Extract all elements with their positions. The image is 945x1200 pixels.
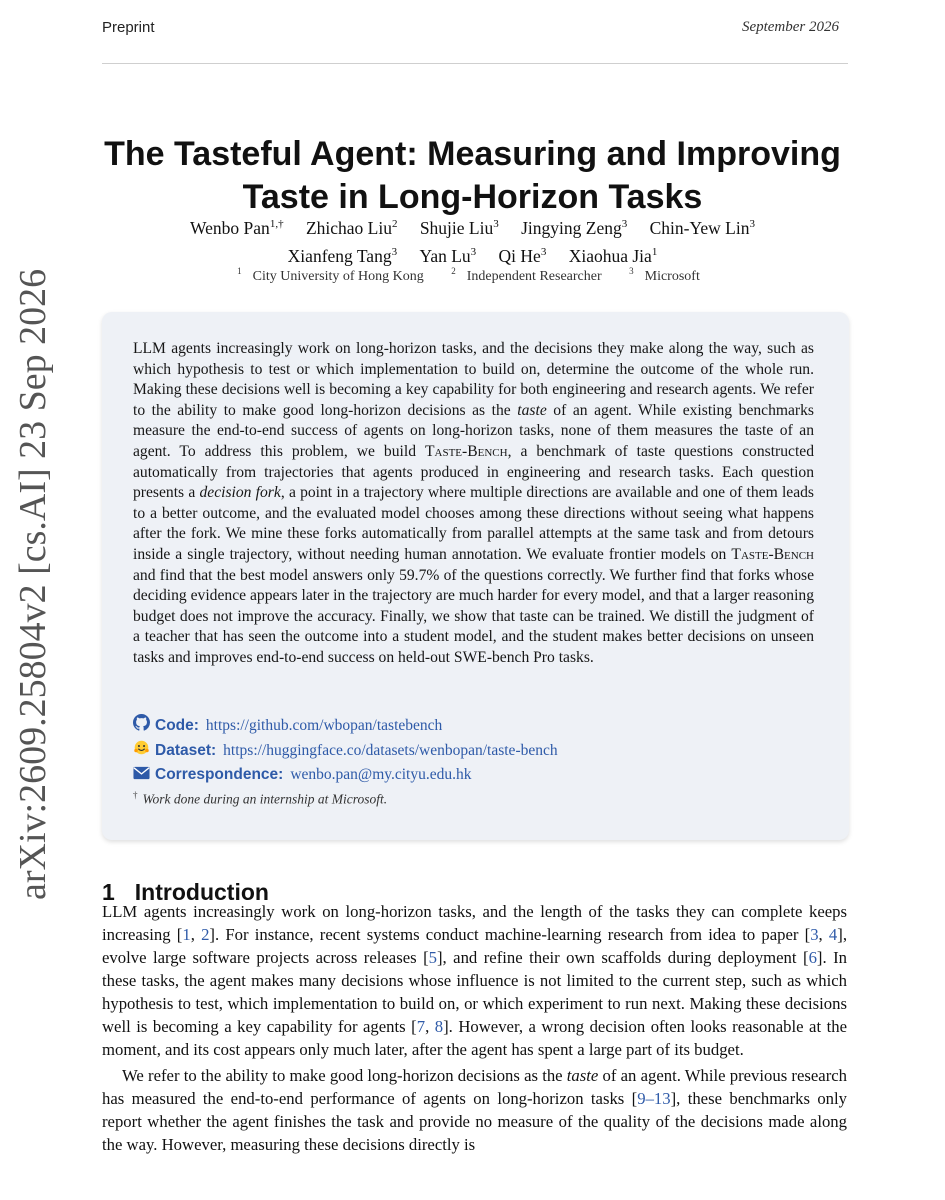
correspondence-link-row: [133, 763, 558, 787]
author: Jingying Zeng$^3$: [521, 217, 628, 238]
author: Xianfeng Tang$^3$: [287, 245, 398, 266]
intro-paragraph-2: We refer to the ability to make good long-horizon decisions as the taste of an agent. While previous research has measured the end-to-end performance of agents on long-horizon tasks [9–13], these benchmarks only report whether the agent finishes the task and provide no measure of the quality of the decisions made along the way. However, measuring these decisions directly is: [102, 1066, 848, 1154]
code-label: Code:: [155, 717, 199, 734]
dataset-url-link[interactable]: https://huggingface.co/datasets/wenbopan/taste-bench: [223, 741, 558, 759]
introduction-text: [102, 900, 847, 1156]
hugging-face-icon: [133, 739, 151, 764]
citation-link[interactable]: 5: [428, 948, 437, 967]
github-icon: [133, 714, 151, 739]
header-rule: [102, 63, 848, 64]
code-url-link[interactable]: https://github.com/wbopan/tastebench: [205, 717, 443, 734]
author: Wenbo Pan$^{1,\dagger}$: [190, 217, 284, 238]
paper-title: [80, 133, 865, 219]
dataset-label: Dataset:: [155, 741, 217, 759]
author: Zhichao Liu$^2$: [305, 217, 398, 238]
author-line-2: [90, 240, 855, 268]
envelope-icon: [133, 764, 151, 788]
affiliation: $^2$ Independent Researcher: [451, 266, 602, 284]
author-line-1: [90, 212, 855, 240]
resource-links: [133, 714, 558, 788]
citation-link[interactable]: 9–13: [637, 1089, 671, 1108]
citation-link[interactable]: 2: [201, 925, 210, 944]
title-line-1: The Tasteful Agent: Measuring and Improving: [104, 134, 841, 173]
abstract-text: LLM agents increasingly work on long-horizon tasks, and the decisions they make along the way, such as which hypothesis to test or which implementation to build on, determine the outcome of the whole run. Making these decisions well is becoming a key capability for both engineering and research agents. We refer to the ability to make good long-horizon decisions as the taste of an agent. While existing benchmarks measure the end-to-end success of agents on long-horizon tasks, none of them measures the taste of an agent. To address this problem, we build Taste-Bench, a benchmark of taste questions constructed automatically from trajectories that agents produced in engineering and research tasks. Each question presents a decision fork, a point in a trajectory where multiple directions are available and one of them leads to a better outcome, and the evaluated model chooses among these directions without seeing what happens after the fork. We mine these forks automatically from parallel attempts at the same task and from detours inside a single trajectory, without needing human annotation. We evaluate frontier models on Taste-Bench and find that the best model answers only 59.7% of the questions correctly. We further find that forks whose deciding evidence appears later in the trajectory are much harder for every model, and that a larger reasoning budget does not improve the accuracy. Finally, we show that taste can be trained. We distill the judgment of a teacher that has seen the outcome into a student model, and the student makes better decisions on unseen tasks and improves end-to-end success on held-out SWE-bench Pro tasks.: [133, 340, 815, 666]
section-title: Introduction: [134, 879, 269, 906]
author-list: [90, 212, 855, 268]
author: Qi He$^3$: [498, 245, 547, 266]
intro-paragraph-1: LLM agents increasingly work on long-horizon tasks, and the length of the tasks they can complete keeps increasing [1, 2]. For instance, recent systems conduct machine-learning research from idea to paper [3, 4], evolve large software projects across releases [5], and refine their own scaffolds during deployment [6]. In these tasks, the agent makes many decisions whose influence is not limited to the current step, such as which hypothesis to test, which implementation to build on, or which experiment to run next. Making these decisions well is becoming a key capability for agents [7, 8]. However, a wrong decision often looks reasonable at the moment, and its cost appears only much later, after the agent has spent a large part of its budget.: [102, 902, 847, 1059]
arxiv-stamp: arXiv:2609.25804v2 [cs.AI] 23 Sep 2026: [12, 268, 54, 900]
section-number: 1: [102, 879, 115, 906]
citation-link[interactable]: 6: [808, 948, 817, 967]
author: Shujie Liu$^3$: [419, 217, 499, 238]
affiliation: $^3$ Microsoft: [629, 266, 700, 284]
citation-link[interactable]: 7: [416, 1017, 426, 1036]
footnote: † Work done during an internship at Microsoft.: [133, 790, 388, 807]
citation-link[interactable]: 8: [434, 1017, 444, 1036]
author: Xiaohua Jia$^1$: [568, 245, 658, 266]
affiliation: $^1$ City University of Hong Kong: [237, 266, 424, 284]
email-link[interactable]: wenbo.pan@my.cityu.edu.hk: [290, 766, 472, 784]
title-line-2: Taste in Long-Horizon Tasks: [242, 177, 703, 216]
dataset-link-row: [133, 739, 558, 764]
benchmark-name: Taste-Bench: [425, 442, 508, 460]
code-link-row: [133, 714, 558, 739]
citation-link[interactable]: 1: [182, 925, 191, 944]
correspondence-label: Correspondence:: [155, 766, 284, 784]
author: Chin-Yew Lin$^3$: [649, 217, 755, 238]
benchmark-name: Taste-Bench: [731, 545, 814, 563]
running-header-left: Preprint: [102, 19, 155, 36]
citation-link[interactable]: 4: [828, 925, 838, 944]
affiliations: [90, 266, 855, 285]
abstract-box: [102, 312, 849, 840]
running-header-date: September 2026: [741, 19, 839, 35]
citation-link[interactable]: 3: [810, 925, 819, 944]
author: Yan Lu$^3$: [419, 245, 477, 266]
